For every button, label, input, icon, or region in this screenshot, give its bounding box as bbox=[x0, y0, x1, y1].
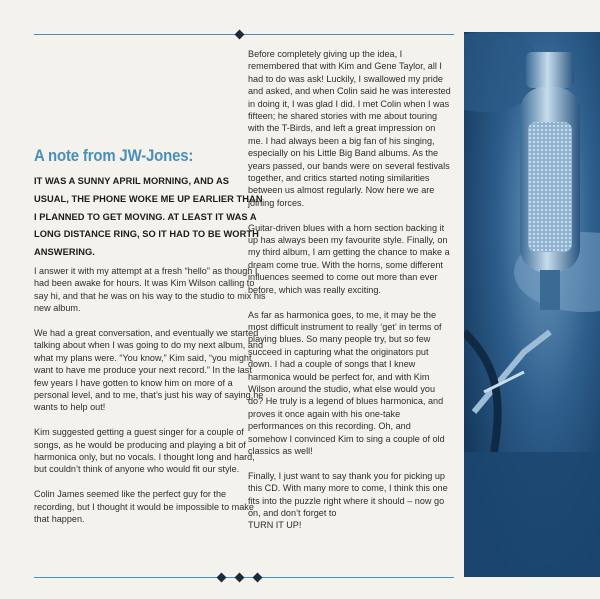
note-heading: A note from JW-Jones: bbox=[34, 146, 194, 165]
paragraph: Before completely giving up the idea, I remembered that with Kim and Gene Taylor, all I had to do was ask! Luckily, I swallowed my pride and asked, and when Colin said he was interested in doing it, I was glad I did. I met Colin when I was fifteen; he shared stories with me about touring with the T-Birds, and left a great impression on me. I had always been a big fan of his singing, especially on his Little Big Band albums. As the years passed, our bands were on several festivals together, and critics started noting similarities between us almost regularly. Now here we are joining forces. bbox=[248, 49, 451, 208]
bottom-diamond-ornament-2 bbox=[235, 573, 245, 583]
paragraph: Guitar-driven blues with a horn section backing it up has always been my favourite style. Finally, on my third album, I am getting the chance to make a dream come true. With the horns, some different influences seemed to come out more than ever before, which was really exciting. bbox=[248, 222, 450, 295]
paragraph: I answer it with my attempt at a fresh “hello” as though I had been awake for hours. It was Kim Wilson calling to say hi, and that he was on his way to the studio to mix his new album. bbox=[34, 266, 266, 314]
top-diamond-ornament bbox=[235, 30, 245, 40]
paragraph: Kim suggested getting a guest singer for a couple of songs, as he would be producing and playing a bit of harmonica only, but no vocals. I thought long and hard, but couldn’t think of anyone who would fit our style. bbox=[34, 427, 255, 475]
paragraph: As far as harmonica goes, to me, it may be the most difficult instrument to really ‘get’ in terms of playing blues. So many people try, but so few succeed in capturing what the originators put down. I had a couple of songs that I knew harmonica would be perfect for, and with Kim Wilson around the studio, what else would you do? He truly is a legend of blues harmonica, and proves it once again with his one-take performances on this recording. Oh, and somehow I convinced Kim to sing a couple of old classics as well! bbox=[248, 309, 445, 456]
closing-line: TURN IT UP! bbox=[248, 520, 302, 531]
right-text-column bbox=[248, 48, 452, 544]
paragraph: Colin James seemed like the perfect guy for the recording, but I thought it would be impossible to make that happen. bbox=[34, 489, 254, 525]
bottom-diamond-ornament-3 bbox=[253, 573, 263, 583]
microphone-image bbox=[464, 32, 600, 577]
microphone-photo bbox=[464, 32, 600, 577]
intro-paragraph: IT WAS A SUNNY APRIL MORNING, AND AS USUAL, THE PHONE WOKE ME UP EARLIER THAN I PLANNED TO GET MOVING. AT LEAST IT WAS A LONG DISTANCE RING, SO IT HAD TO BE WORTH ANSWERING. bbox=[34, 176, 263, 258]
left-text-column bbox=[34, 265, 267, 538]
bottom-diamond-ornament-1 bbox=[217, 573, 227, 583]
paragraph: We had a great conversation, and eventually we started talking about when I was going to do my next album, and what my plans were. “You know,” Kim said, “you might want to have me produce your next record.” In the last few years I have gotten to know him on more of a personal level, and to me, that’s just his way of saying he wants to help out! bbox=[34, 328, 264, 413]
paragraph: Finally, I just want to say thank you for picking up this CD. With many more to come, I think this one fits into the puzzle right where it should – now go on, and don’t forget to bbox=[248, 470, 448, 518]
